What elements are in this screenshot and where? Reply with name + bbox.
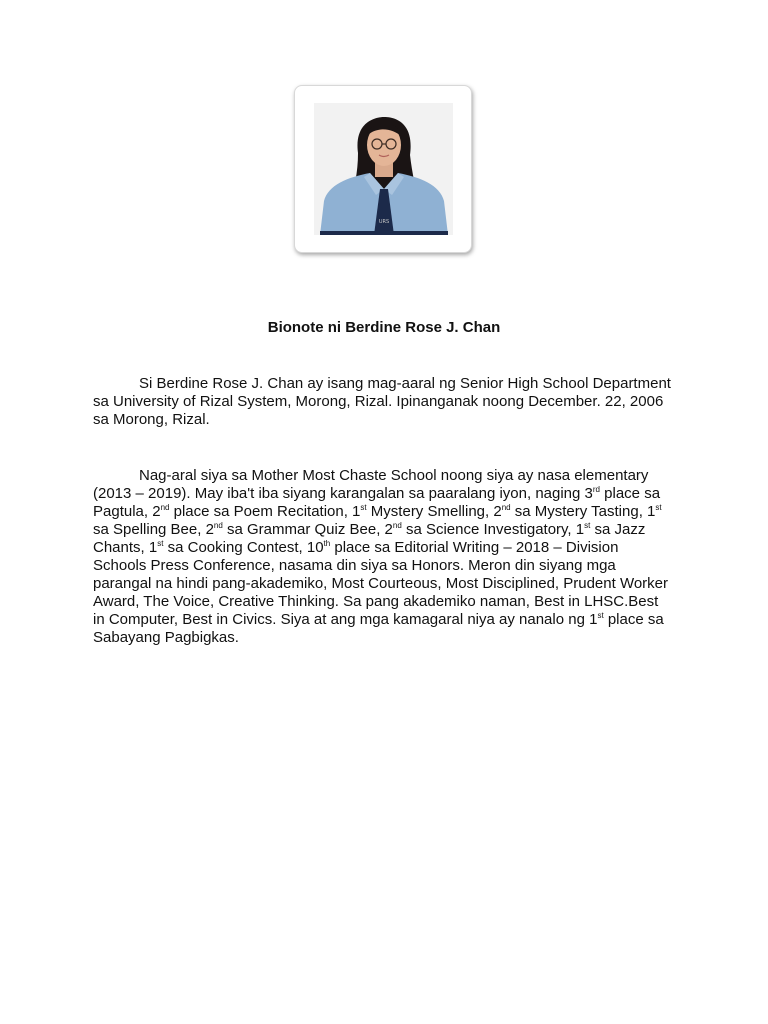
ordinal-suffix: rd bbox=[592, 485, 600, 494]
paragraph-achievements bbox=[93, 467, 673, 647]
ordinal-suffix: th bbox=[323, 539, 331, 548]
paragraph-2-segment: sa Grammar Quiz Bee, 2 bbox=[222, 521, 393, 538]
paragraph-2-segment: place sa Editorial Writing – 2018 – Division Schools Press Conference, nasama din siya sa Honors. Meron din siyang mga parangal na hindi pang-akademiko, Most Courteous, Most Disciplined, Prudent Worker Award, The Voice, Creative Thinking. Sa pang akademiko naman, Best in LHSC.Best in Computer, Best in Civics. Siya at ang mga kamagaral niya ay nanalo ng 1 bbox=[93, 539, 669, 628]
paragraph-2-segment: Mystery Smelling, 2 bbox=[366, 503, 502, 520]
paragraph-2-segment: place sa Pagtula, 2 bbox=[93, 485, 661, 520]
portrait-photo bbox=[314, 103, 453, 235]
photo-frame bbox=[294, 85, 472, 253]
document-title: Bionote ni Berdine Rose J. Chan bbox=[267, 319, 501, 336]
ordinal-suffix: st bbox=[360, 503, 367, 512]
ordinal-suffix: nd bbox=[160, 503, 170, 512]
paragraph-2-segment: sa Mystery Tasting, 1 bbox=[510, 503, 656, 520]
paragraph-2-segment: sa Cooking Contest, 10 bbox=[163, 539, 324, 556]
ordinal-suffix: st bbox=[597, 611, 604, 620]
ordinal-suffix: st bbox=[655, 503, 662, 512]
ordinal-suffix: st bbox=[157, 539, 164, 548]
ordinal-suffix: nd bbox=[213, 521, 223, 530]
shirt-text: URS bbox=[378, 219, 390, 225]
paragraph-2-segment: place sa Sabayang Pagbigkas. bbox=[93, 611, 664, 646]
ordinal-suffix: nd bbox=[392, 521, 402, 530]
ordinal-suffix: st bbox=[584, 521, 591, 530]
paragraph-2-segment: Nag-aral siya sa Mother Most Chaste School noong siya ay nasa elementary (2013 – 2019). May iba't iba siyang karangalan sa paaralang iyon, naging 3 bbox=[93, 467, 649, 502]
paragraph-2-segment: sa Jazz Chants, 1 bbox=[93, 521, 646, 556]
ordinal-suffix: nd bbox=[501, 503, 511, 512]
paragraph-2-segment: place sa Poem Recitation, 1 bbox=[169, 503, 361, 520]
paragraph-birth-info bbox=[93, 375, 673, 429]
portrait-illustration bbox=[314, 103, 453, 235]
paragraph-1-text: Si Berdine Rose J. Chan ay isang mag-aaral ng Senior High School Department sa University of Rizal System, Morong, Rizal. Ipinanganak noong December. 22, 2006 sa Morong, Rizal. bbox=[93, 375, 671, 428]
paragraph-2-segment: sa Science Investigatory, 1 bbox=[401, 521, 585, 538]
paragraph-2-segment: sa Spelling Bee, 2 bbox=[93, 521, 214, 538]
